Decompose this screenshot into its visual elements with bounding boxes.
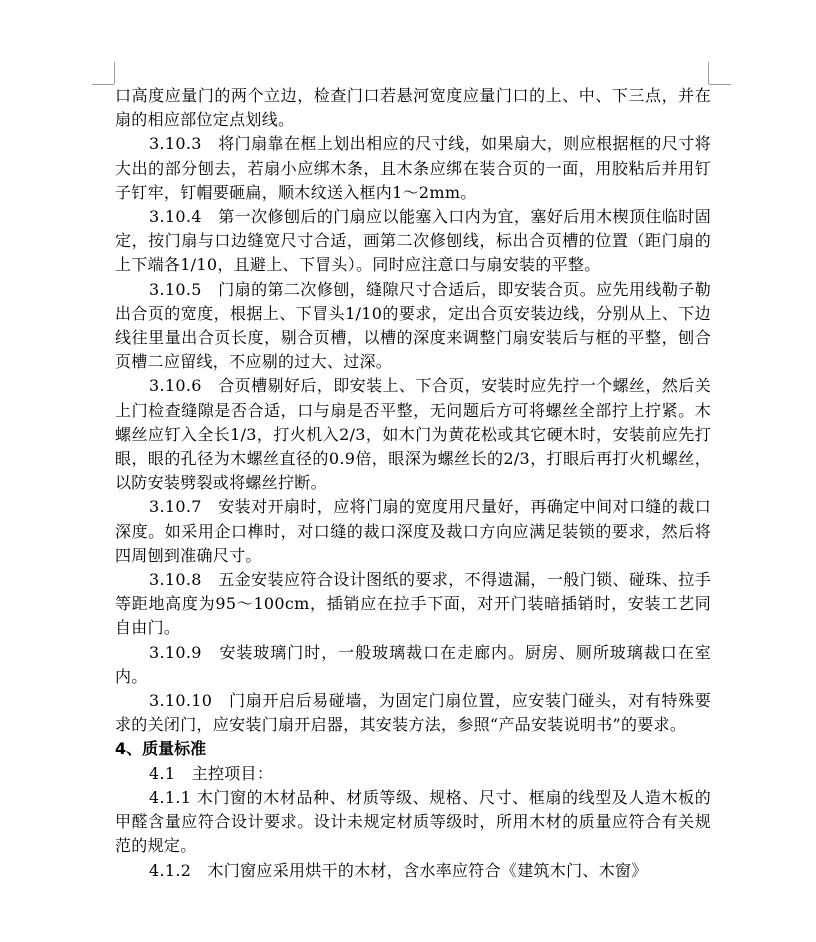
paragraph-3-10-7: 3.10.7 安装对开扇时，应将门扇的宽度用尺量好，再确定中间对口缝的裁口深度。如采用企口榫时，对口缝的裁口深度及裁口方向应满足装锁的要求，然后将四周刨到准确尺寸。 [115, 497, 711, 565]
margin-corner-mark [92, 84, 114, 85]
section-heading: 4、质量标准 [115, 739, 207, 759]
paragraph-3-10-3: 3.10.3 将门扇靠在框上划出相应的尺寸线，如果扇大，则应根据框的尺寸将大出的部分刨去，若扇小应绑木条，且木条应绑在装合页的一面，用胶粘后并用钉子钉牢，钉帽要砸扁，顺木纹送入框内1～2mm。 [115, 134, 711, 202]
margin-corner-mark [114, 62, 115, 84]
paragraph-4-1-1: 4.1.1 木门窗的木材品种、材质等级、规格、尺寸、框扇的线型及人造木板的甲醛含量应符合设计要求。设计未规定材质等级时，所用木材的质量应符合有关规范的规定。 [115, 787, 711, 856]
margin-corner-mark [709, 84, 731, 85]
paragraph-3-10-9: 3.10.9 安装玻璃门时，一般玻璃裁口在走廊内。厨房、厕所玻璃裁口在室内。 [115, 642, 711, 686]
paragraph-4-1-2: 4.1.2 木门窗应采用烘干的木材，含水率应符合《建筑木门、木窗》 [149, 860, 648, 880]
paragraph-3-10-4: 3.10.4 第一次修刨后的门扇应以能塞入口内为宜，塞好后用木楔顶住临时固定，按门扇与口边缝宽尺寸合适，画第二次修刨线，标出合页槽的位置（距门扇的上下端各1/10，且避上、下冒头）。同时应注意口与扇安装的平整。 [115, 207, 711, 275]
paragraph-4-1: 4.1 主控项目： [149, 763, 274, 783]
paragraph-3-10-8: 3.10.8 五金安装应符合设计图纸的要求，不得遗漏，一般门锁、碰珠、拉手等距地高度为95～100cm，插销应在拉手下面，对开门装暗插销时，安装工艺同自由门。 [115, 570, 711, 638]
margin-corner-mark [708, 62, 709, 84]
paragraph-3-10-6: 3.10.6 合页槽剔好后，即安装上、下合页，安装时应先拧一个螺丝，然后关上门检查缝隙是否合适，口与扇是否平整，无问题后方可将螺丝全部拧上拧紧。木螺丝应钉入全长1/3，打火机入2/3，如木门为黄花松或其它硬木时，安装前应先打眼，眼的孔径为木螺丝直径的0.9倍，眼深为螺丝长的2/3，打眼后再打火机螺丝，以防安装劈裂或将螺丝拧断。 [115, 376, 711, 493]
paragraph: 口高度应量门的两个立边，检查门口若悬河宽度应量门口的上、中、下三点，并在扇的相应部位定点划线。 [115, 86, 711, 130]
document-body [115, 84, 711, 883]
paragraph-3-10-10: 3.10.10 门扇开启后易碰墙，为固定门扇位置，应安装门碰头，对有特殊要求的关闭门，应安装门扇开启器，其安装方法，参照“产品安装说明书”的要求。 [115, 691, 711, 735]
paragraph-3-10-5: 3.10.5 门扇的第二次修刨，缝隙尺寸合适后，即安装合页。应先用线勒子勒出合页的宽度，根据上、下冒头1/10的要求，定出合页安装边线，分别从上、下边线往里量出合页长度，剔合页槽，以槽的深度来调整门扇安装后与框的平整，刨合页槽二应留线，不应剔的过大、过深。 [115, 279, 711, 372]
